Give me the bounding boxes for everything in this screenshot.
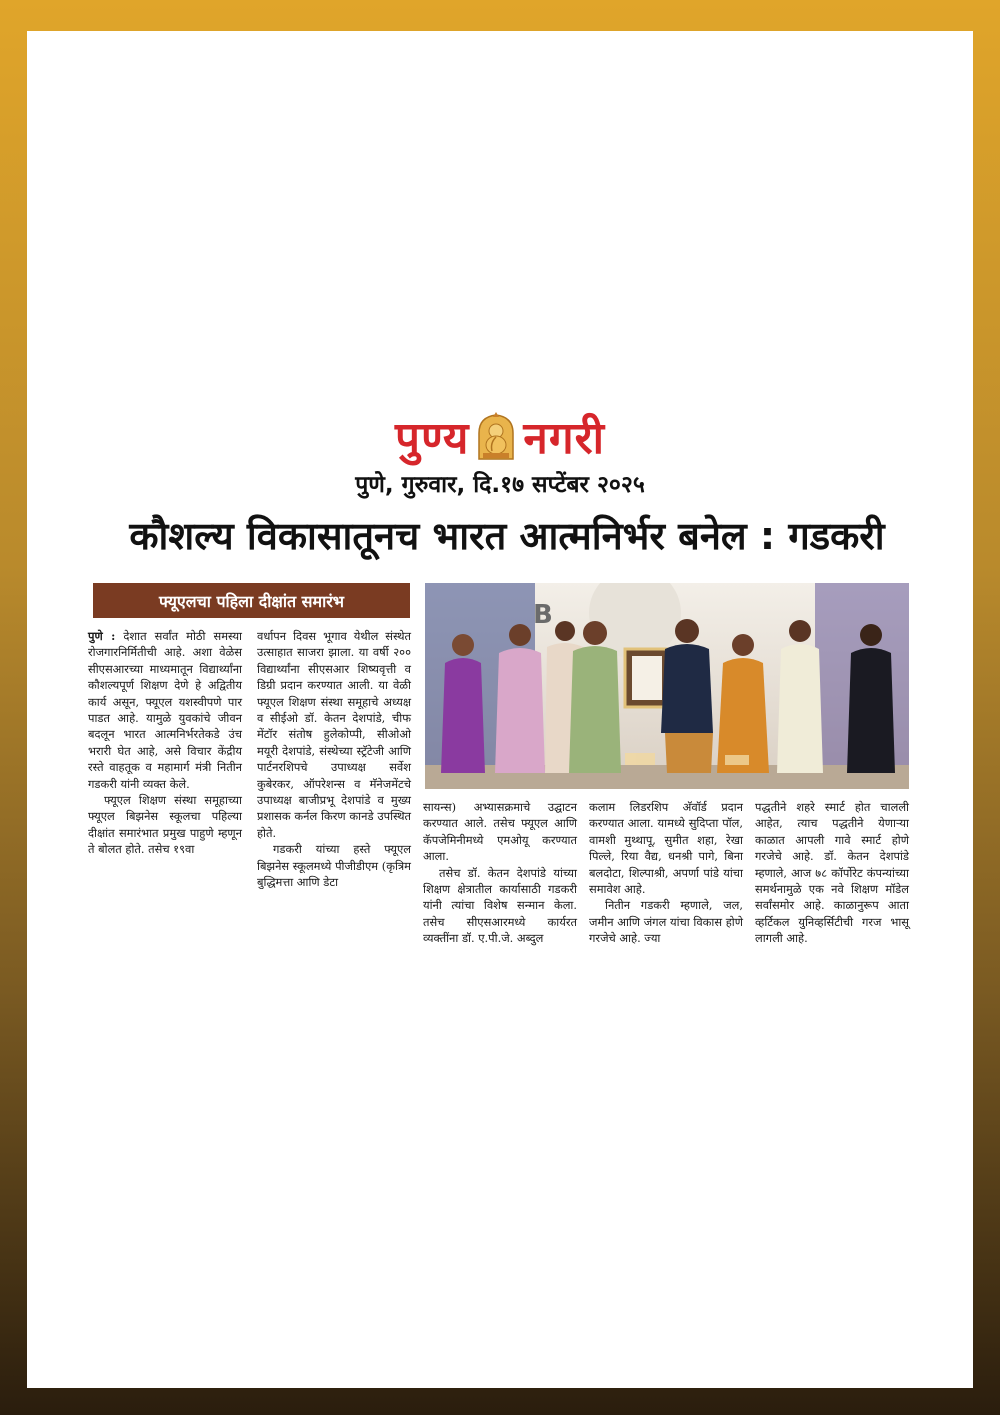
article-paragraph: तसेच डॉ. केतन देशपांडे यांच्या शिक्षण क्षेत्रातील कार्यासाठी गडकरी यांनी त्यांचा विशेष सन्मान केला. तसेच सीएसआरमध्ये कार्यरत व्यक्तींना डॉ. ए.पी.जे. अब्दुल: [423, 865, 577, 946]
article-column-1: [88, 628, 242, 858]
event-photo-illustration: [425, 583, 909, 789]
article-column-2: [257, 628, 411, 891]
headline: कौशल्य विकासातूनच भारत आत्मनिर्भर बनेल : गडकरी: [129, 514, 885, 558]
article-column-5: [755, 799, 909, 947]
article-paragraph: फ्यूएल शिक्षण संस्था समूहाच्या फ्यूएल बिझनेस स्कूलचा पहिल्या दीक्षांत समारंभात प्रमुख पाहुणे म्हणून ते बोलत होते. तसेच १९वा: [88, 793, 242, 857]
article-column-3: [423, 799, 577, 947]
newspaper-clipping: [27, 31, 973, 1388]
ganesha-emblem-icon: [475, 411, 517, 461]
event-photo: [425, 583, 909, 789]
subhead-banner: फ्यूएलचा पहिला दीक्षांत समारंभ: [93, 583, 410, 618]
banner-letter: B: [533, 600, 553, 630]
article-paragraph: कलाम लिडरशिप अ‍ॅवॉर्ड प्रदान करण्यात आला. यामध्ये सुदिप्ता पॉल, वामशी मुथ्थापू, सुमीत शहा, रेखा पिल्ले, रिया वैद्य, धनश्री पागे, बिना बलदोटा, शिल्पाश्री, अपर्णा पांडे यांचा समावेश आहे.: [589, 800, 743, 897]
dateline: पुणे, गुरुवार, दि.१७ सप्टेंबर २०२५: [355, 472, 645, 498]
article-paragraph: पद्धतीने शहरे स्मार्ट होत चालली आहेत, त्याच पद्धतीने येणाऱ्या काळात आपली गावे स्मार्ट होणे गरजेचे आहे. डॉ. केतन देशपांडे म्हणाले, आज ७८ कॉर्पोरेट कंपन्यांच्या समर्थनामुळे एक नवे शिक्षण मॉडेल सर्वांसमोर आहे. काळानुरूप आता व्हर्टिकल युनिव्हर्सिटीची गरज भासू लागली आहे.: [755, 800, 909, 946]
article-paragraph: पुणे : देशात सर्वांत मोठी समस्या रोजगारनिर्मितीची आहे. अशा वेळेस सीएसआरच्या माध्यमातून विद्यार्थ्यांना कौशल्यपूर्ण शिक्षण देणे हे अद्वितीय कार्य असून, फ्यूएल यशस्वीपणे पार पाडत आहे. यामुळे युवकांचे जीवन बदलून भारत आत्मनिर्भरतेकडे उंच भरारी घेत आहे, असे विचार केंद्रीय रस्ते वाहतूक व महामार्ग मंत्री नितीन गडकरी यांनी व्यक्त केले.: [88, 629, 242, 791]
dateline-place: पुणे :: [88, 629, 116, 643]
article-paragraph: वर्धापन दिवस भूगाव येथील संस्थेत उत्साहात साजरा झाला. या वर्षी २०० विद्यार्थ्यांना सीएसआर शिष्यवृत्ती व डिग्री प्रदान करण्यात आली. या वेळी फ्यूएल शिक्षण संस्था समूहाचे अध्यक्ष व सीईओ डॉ. केतन देशपांडे, चीफ मेंटॉर संतोष हुलेकोप्पी, सीओओ मयूरी देशपांडे, संस्थेच्या स्ट्रॅटेजी आणि पार्टनरशिपचे उपाध्यक्ष सर्वेश कुबेरकर, ऑपरेशन्स व मॅनेजमेंटचे उपाध्यक्ष बाजीप्रभू देशपांडे व मुख्य प्रशासक कर्नल किरण कानडे उपस्थित होते.: [257, 629, 411, 840]
masthead-right: नगरी: [523, 413, 605, 464]
masthead-logo: [27, 406, 973, 466]
article-paragraph: गडकरी यांच्या हस्ते फ्यूएल बिझनेस स्कूलमध्ये पीजीडीएम (कृत्रिम बुद्धिमत्ता आणि डेटा: [257, 842, 411, 890]
article-column-4: [589, 799, 743, 947]
article-paragraph: सायन्स) अभ्यासक्रमाचे उद्घाटन करण्यात आले. तसेच फ्यूएल आणि कॅपजेमिनीमध्ये एमओयू करण्यात आला.: [423, 800, 577, 864]
article-paragraph: नितीन गडकरी म्हणाले, जल, जमीन आणि जंगल यांचा विकास होणे गरजेचे आहे. ज्या: [589, 898, 743, 946]
masthead-left: पुण्य: [394, 413, 470, 464]
